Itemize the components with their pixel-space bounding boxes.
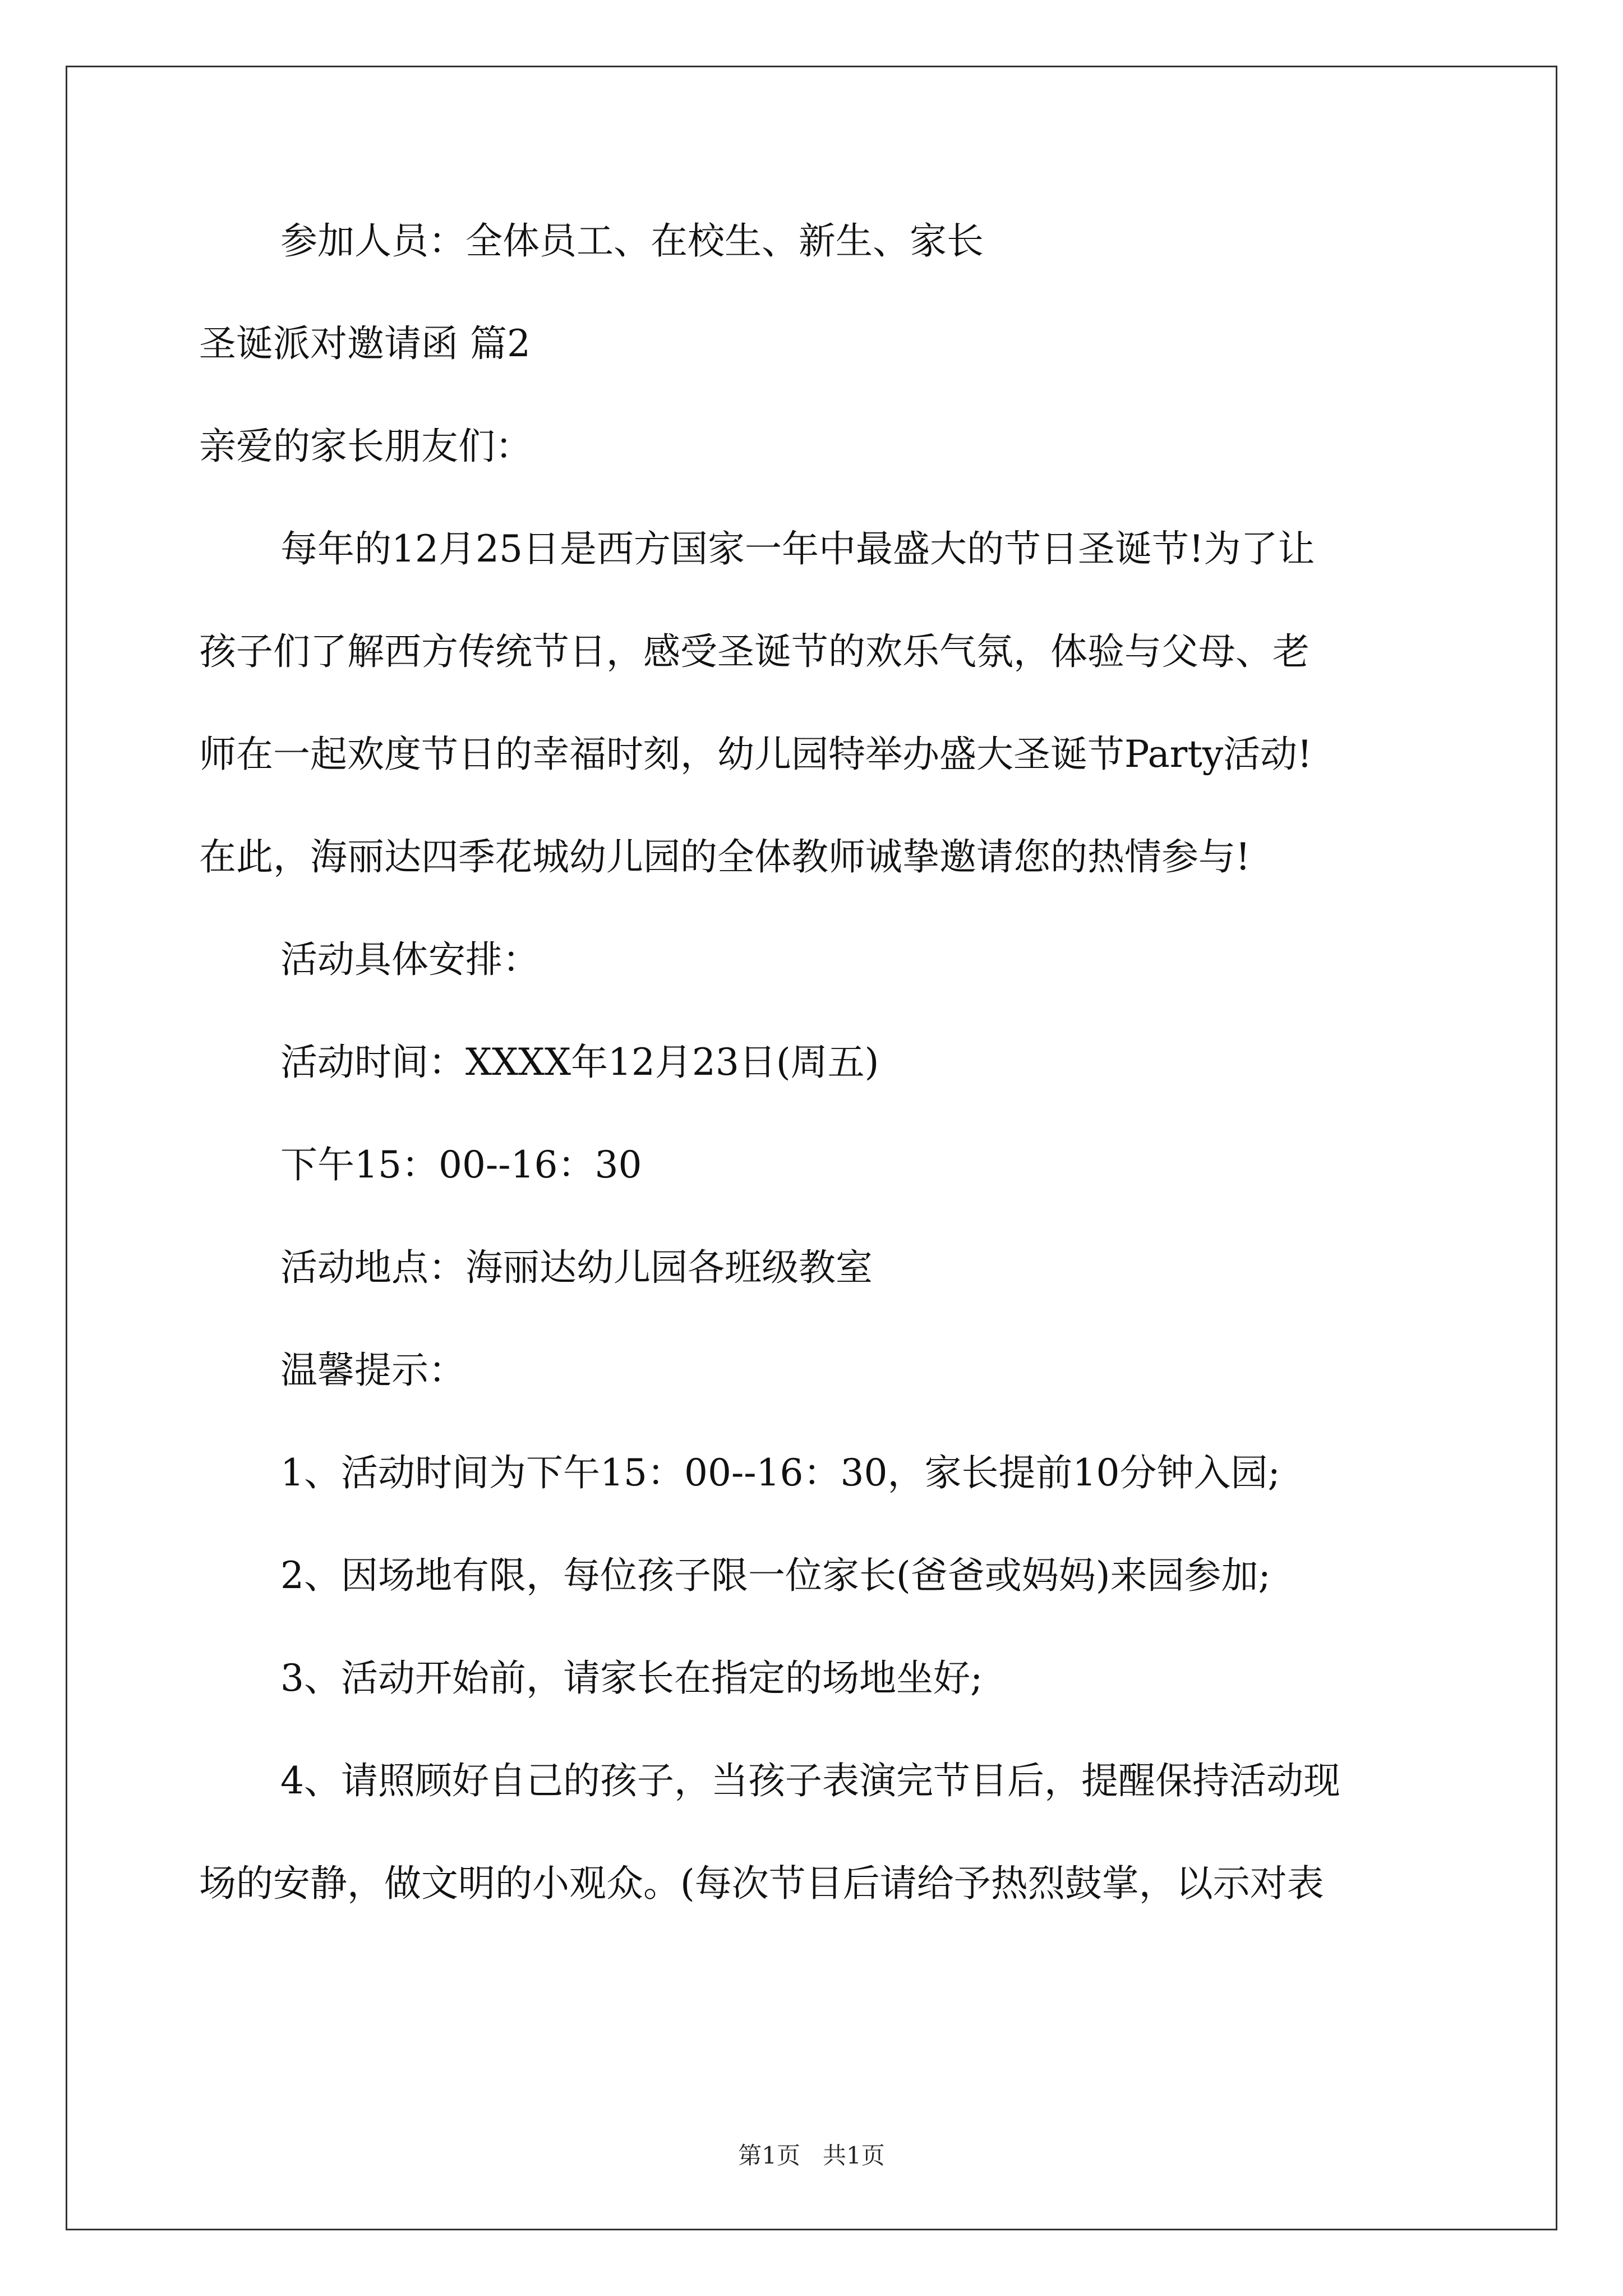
tip-item: 3、活动开始前，请家长在指定的场地坐好; [280, 1657, 983, 1700]
salutation: 亲爱的家长朋友们： [199, 425, 532, 468]
paragraph-line: 在此，海丽达四季花城幼儿园的全体教师诚挚邀请您的热情参与! [199, 835, 1251, 878]
paragraph-line: 4、请照顾好自己的孩子，当孩子表演完节目后，提醒保持活动现 [280, 1759, 1340, 1802]
schedule-heading: 活动具体安排： [280, 938, 540, 981]
document-body [199, 216, 1455, 1961]
paragraph-line: 孩子们了解西方传统节日，感受圣诞节的欢乐气氛，体验与父母、老 [199, 630, 1310, 673]
page-total: 共1页 [823, 2142, 885, 2169]
tip-item: 2、因场地有限，每位孩子限一位家长(爸爸或妈妈)来园参加; [280, 1554, 1271, 1597]
paragraph-line: 场的安静，做文明的小观众。(每次节目后请给予热烈鼓掌，以示对表 [199, 1862, 1324, 1905]
tip-item-4 [199, 1756, 1455, 1909]
page-number: 第1页 [738, 2142, 800, 2169]
intro-paragraph [199, 524, 1455, 882]
schedule-place: 活动地点：海丽达幼儿园各班级教室 [280, 1246, 873, 1289]
tip-item: 1、活动时间为下午15：00--16：30，家长提前10分钟入园; [280, 1451, 1280, 1494]
section-title: 圣诞派对邀请函 篇2 [199, 322, 531, 365]
paragraph-line: 师在一起欢度节日的幸福时刻，幼儿园特举办盛大圣诞节Party活动! [199, 733, 1312, 776]
page-footer [0, 2142, 1623, 2170]
tips-heading: 温馨提示： [280, 1349, 465, 1392]
schedule-hours: 下午15：00--16：30 [280, 1143, 642, 1186]
schedule-time: 活动时间：XXXX年12月23日(周五) [280, 1041, 879, 1084]
paragraph-line: 每年的12月25日是西方国家一年中最盛大的节日圣诞节!为了让 [280, 527, 1315, 570]
attendees-line: 参加人员：全体员工、在校生、新生、家长 [280, 219, 984, 263]
